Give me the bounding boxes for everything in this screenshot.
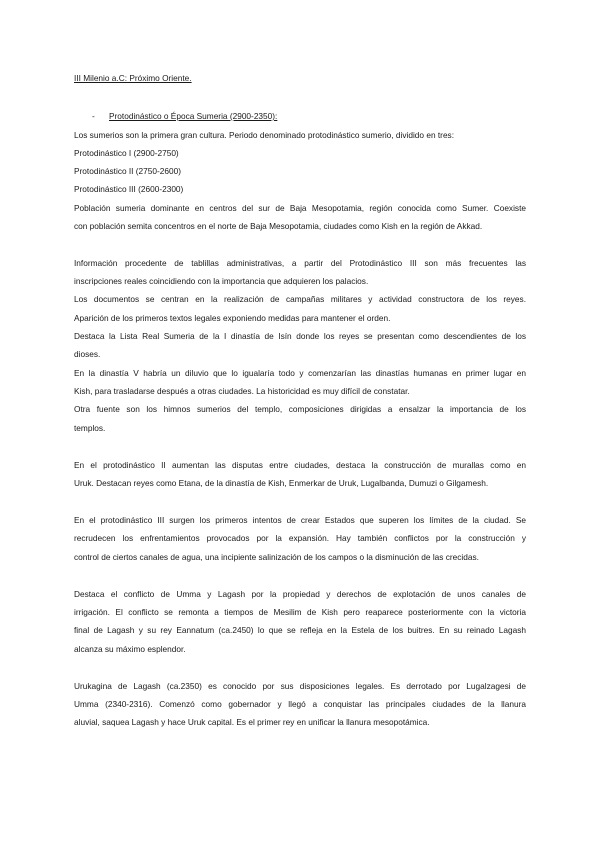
paragraph-line: Destaca la Lista Real Sumeria de la I dinastía de Isín donde los reyes se presentan como descendientes de los	[74, 331, 526, 341]
paragraph-line: Población sumeria dominante en centros del sur de Baja Mesopotamia, región conocida como Sumer. Coexiste	[74, 203, 526, 213]
paragraph-line: irrigación. El conflicto se remonta a tiempos de Mesilim de Kish pero reaparece posteriormente con la victoria	[74, 607, 526, 617]
paragraph-line: control de ciertos canales de agua, una incipiente salinización de los campos o la disminución de las crecidas.	[74, 552, 479, 562]
section-title: Protodinástico o Época Sumeria (2900-2350):	[109, 111, 278, 121]
paragraph-line: inscripciones reales coincidiendo con la importancia que adquieren los palacios.	[74, 276, 369, 286]
paragraph-line: Umma (2340-2316). Comenzó como gobernador y llegó a conquistar las principales ciudades de la llanura	[74, 699, 526, 709]
paragraph-line: Información procedente de tablillas administrativas, a partir del Protodinástico III son más frecuentes las	[74, 258, 526, 268]
paragraph-line: Otra fuente son los himnos sumerios del templo, composiciones dirigidas a ensalzar la importancia de los	[74, 404, 526, 414]
paragraph-line: alcanza su máximo esplendor.	[74, 644, 186, 654]
paragraph-line: Aparición de los primeros textos legales exponiendo medidas para mantener el orden.	[74, 313, 391, 323]
paragraph-line: En el protodinástico II aumentan las disputas entre ciudades, destaca la construcción de murallas como en	[74, 460, 526, 470]
paragraph-line: Los sumerios son la primera gran cultura. Periodo denominado protodinástico sumerio, dividido en tres:	[74, 130, 455, 140]
document-heading: III Milenio a.C: Próximo Oriente.	[74, 73, 192, 83]
paragraph-line: con población semita concentros en el norte de Baja Mesopotamia, ciudades como Kish en la región de Akkad.	[74, 221, 483, 231]
paragraph-line: Urukagina de Lagash (ca.2350) es conocido por sus disposiciones legales. Es derrotado por Lugalzagesi de	[74, 681, 526, 691]
paragraph-line: En el protodinástico III surgen los primeros intentos de crear Estados que superen los límites de la ciudad. Se	[74, 515, 526, 525]
paragraph-line: final de Lagash y su rey Eannatum (ca.2450) lo que se refleja en la Estela de los buitres. En su reinado Lagash	[74, 625, 526, 635]
paragraph-line: Protodinástico III (2600-2300)	[74, 184, 184, 194]
paragraph-line: Uruk. Destacan reyes como Etana, de la dinastía de Kish, Enmerkar de Uruk, Lugalbanda, Dumuzi o Gilgamesh.	[74, 478, 489, 488]
section-bullet: -	[92, 111, 95, 121]
paragraph-line: Protodinástico II (2750-2600)	[74, 166, 182, 176]
paragraph-line: En la dinastía V habría un diluvio que lo igualaría todo y comenzarían las dinastías humanas en primer lugar en	[74, 368, 526, 378]
paragraph-line: Protodinástico I (2900-2750)	[74, 148, 179, 158]
paragraph-line: recrudecen los enfrentamientos provocados por la expansión. Hay también conflictos por la construcción y	[74, 533, 526, 543]
paragraph-line: dioses.	[74, 349, 101, 359]
paragraph-line: Destaca el conflicto de Umma y Lagash por la propiedad y derechos de explotación de unos canales de	[74, 589, 526, 599]
paragraph-line: templos.	[74, 423, 106, 433]
paragraph-line: Kish, para trasladarse después a otras ciudades. La historicidad es muy difícil de constatar.	[74, 386, 410, 396]
paragraph-line: aluvial, saquea Lagash y hace Uruk capital. Es el primer rey en unificar la llanura mesopotámica.	[74, 717, 430, 727]
paragraph-line: Los documentos se centran en la realización de campañas militares y actividad constructora de los reyes.	[74, 294, 526, 304]
